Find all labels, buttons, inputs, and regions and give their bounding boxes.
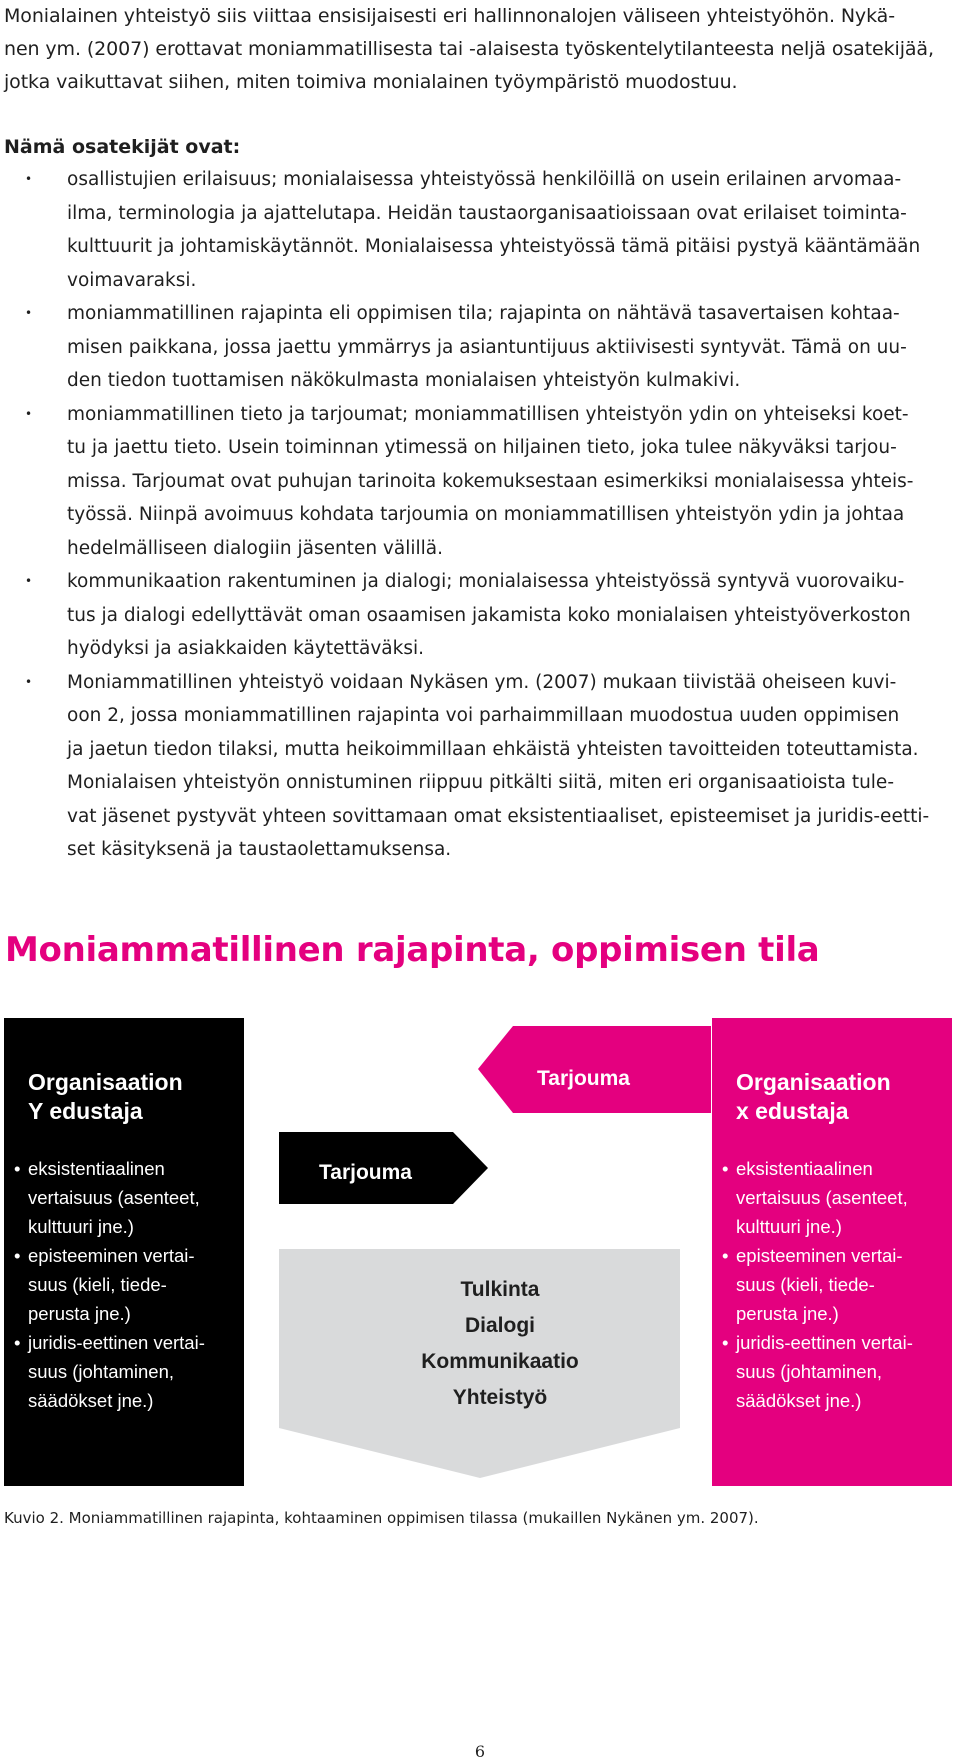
- list-item-line: moniammatillinen tieto ja tarjoumat; moniammatillisen yhteistyön ydin on yhteiseksi koet-: [67, 403, 909, 425]
- box-title-line: Organisaation: [28, 1069, 183, 1095]
- list-item-line: kommunikaation rakentuminen ja dialogi; monialaisessa yhteistyössä syntyvä vuorovaiku-: [67, 571, 905, 592]
- offer-arrow-right-label: Tarjouma: [537, 1067, 630, 1090]
- bullet-icon: •: [25, 406, 33, 421]
- organisation-y-box: [4, 1018, 244, 1486]
- box-item-text: episteeminen vertai- suus (kieli, tiede- perusta jne.): [28, 1245, 195, 1324]
- list-item-line: set käsityksenä ja taustaolettamuksensa.: [67, 839, 452, 860]
- bullet-icon: •: [25, 172, 33, 186]
- list-item-line: hyödyksi ja asiakkaiden käytettäväksi.: [67, 638, 424, 659]
- list-item: [0, 398, 950, 566]
- organisation-y-list: [14, 1154, 244, 1415]
- box-title-line: x edustaja: [736, 1098, 849, 1124]
- bullet-icon: •: [722, 1158, 729, 1179]
- organisation-x-box: [712, 1018, 952, 1486]
- center-arrow-text: [370, 1272, 630, 1416]
- list-item: [0, 565, 950, 666]
- box-item-text: eksistentiaalinen vertaisuus (asenteet, kulttuuri jne.): [28, 1158, 200, 1237]
- list-item: [722, 1154, 952, 1241]
- list-item-line: tus ja dialogi edellyttävät oman osaamisen jakamista koko monialaisen yhteistyöverkoston: [67, 604, 911, 626]
- intro-line: nen ym. (2007) erottavat moniammatillisesta tai -alaisesta työskentelytilanteesta neljä osatekijää,: [4, 38, 934, 60]
- list-item: [0, 297, 950, 398]
- list-item-line: kulttuurit ja johtamiskäytännöt. Monialaisessa yhteistyössä tämä pitäisi pystyä kääntämään: [67, 236, 921, 257]
- list-item: [722, 1328, 952, 1415]
- list-item: [14, 1154, 244, 1241]
- center-word: Tulkinta: [460, 1278, 540, 1301]
- bullet-icon: •: [14, 1245, 21, 1266]
- list-item-line: ja jaetun tiedon tilaksi, mutta heikoimmillaan ehkäistä yhteisten tavoitteiden toteuttamista.: [67, 738, 919, 760]
- list-item-line: misen paikkana, jossa jaettu ymmärrys ja asiantuntijuus aktiivisesti syntyvät. Tämä on uu-: [67, 336, 907, 358]
- list-item-line: vat jäsenet pystyvät yhteen sovittamaan omat eksistentiaaliset, episteemiset ja juridis-eetti-: [67, 805, 930, 827]
- list-item-line: Monialaisen yhteistyön onnistuminen riippuu pitkälti siitä, miten eri organisaatioista tule-: [67, 772, 894, 793]
- intro-line: jotka vaikuttavat siihen, miten toimiva monialainen työympäristö muodostuu.: [4, 71, 738, 93]
- list-item-line: moniammatillinen rajapinta eli oppimisen tila; rajapinta on nähtävä tasavertaisen kohtaa-: [67, 303, 900, 324]
- box-title-line: Organisaation: [736, 1069, 891, 1095]
- list-item: [0, 666, 950, 867]
- organisation-x-title: [736, 1068, 952, 1126]
- box-title-line: Y edustaja: [28, 1098, 143, 1124]
- figure-caption: Kuvio 2. Moniammatillinen rajapinta, kohtaaminen oppimisen tilassa (mukaillen Nykänen ym. 2007).: [4, 1509, 759, 1527]
- center-word: Kommunikaatio: [421, 1350, 579, 1373]
- bullet-icon: •: [14, 1158, 21, 1179]
- list-item-line: tu ja jaettu tieto. Usein toiminnan ytimessä on hiljainen tieto, joka tulee näkyväksi tarjou-: [67, 437, 897, 458]
- center-word: Dialogi: [464, 1314, 535, 1337]
- center-word: Yhteistyö: [452, 1386, 548, 1409]
- box-item-text: episteeminen vertai- suus (kieli, tiede- perusta jne.): [736, 1245, 903, 1324]
- organisation-y-title: [28, 1068, 244, 1126]
- intro-line: Monialainen yhteistyö siis viittaa ensisijaisesti eri hallinnonalojen väliseen yhteistyöhön. Nykä-: [4, 5, 895, 27]
- bullet-icon: •: [25, 574, 33, 588]
- rajapinta-diagram: [0, 1018, 960, 1488]
- box-item-text: eksistentiaalinen vertaisuus (asenteet, kulttuuri jne.): [736, 1158, 908, 1237]
- list-item-line: oon 2, jossa moniammatillinen rajapinta voi parhaimmillaan muodostua uuden oppimisen: [67, 705, 900, 726]
- bullet-icon: •: [25, 674, 33, 689]
- bullet-icon: •: [722, 1332, 729, 1353]
- list-item-line: työssä. Niinpä avoimuus kohdata tarjoumia on moniammatillisen yhteistyön ydin ja johtaa: [67, 504, 905, 525]
- intro-paragraph: [4, 0, 944, 99]
- list-item-line: missa. Tarjoumat ovat puhujan tarinoita kokemuksestaan esimerkiksi monialaisessa yhteis-: [67, 470, 914, 492]
- factor-list: [0, 163, 950, 867]
- list-item-line: hedelmälliseen dialogiin jäsenten välillä.: [67, 537, 443, 559]
- list-item-line: den tiedon tuottamisen näkökulmasta monialaisen yhteistyön kulmakivi.: [67, 370, 741, 391]
- box-item-text: juridis-eettinen vertai- suus (johtaminen, säädökset jne.): [736, 1332, 913, 1411]
- section-title: Moniammatillinen rajapinta, oppimisen tila: [5, 930, 820, 970]
- bullet-icon: •: [14, 1332, 21, 1353]
- list-heading: Nämä osatekijät ovat:: [4, 136, 241, 158]
- offer-arrow-left-label: Tarjouma: [319, 1161, 412, 1184]
- list-item: [722, 1241, 952, 1328]
- bullet-icon: •: [722, 1245, 729, 1266]
- list-item-line: osallistujien erilaisuus; monialaisessa yhteistyössä henkilöillä on usein erilainen arvomaa-: [67, 169, 902, 190]
- list-item-line: ilma, terminologia ja ajattelutapa. Heidän taustaorganisaatioissaan ovat erilaiset toiminta-: [67, 202, 907, 224]
- list-item-line: voimavaraksi.: [67, 269, 197, 291]
- list-item: [14, 1328, 244, 1415]
- organisation-x-list: [722, 1154, 952, 1415]
- bullet-icon: •: [25, 306, 33, 320]
- list-item: [0, 163, 950, 297]
- box-item-text: juridis-eettinen vertai- suus (johtaminen, säädökset jne.): [28, 1332, 205, 1411]
- list-item-line: Moniammatillinen yhteistyö voidaan Nykäsen ym. (2007) mukaan tiivistää oheiseen kuvi-: [67, 671, 897, 693]
- page-number: 6: [474, 1742, 486, 1761]
- list-item: [14, 1241, 244, 1328]
